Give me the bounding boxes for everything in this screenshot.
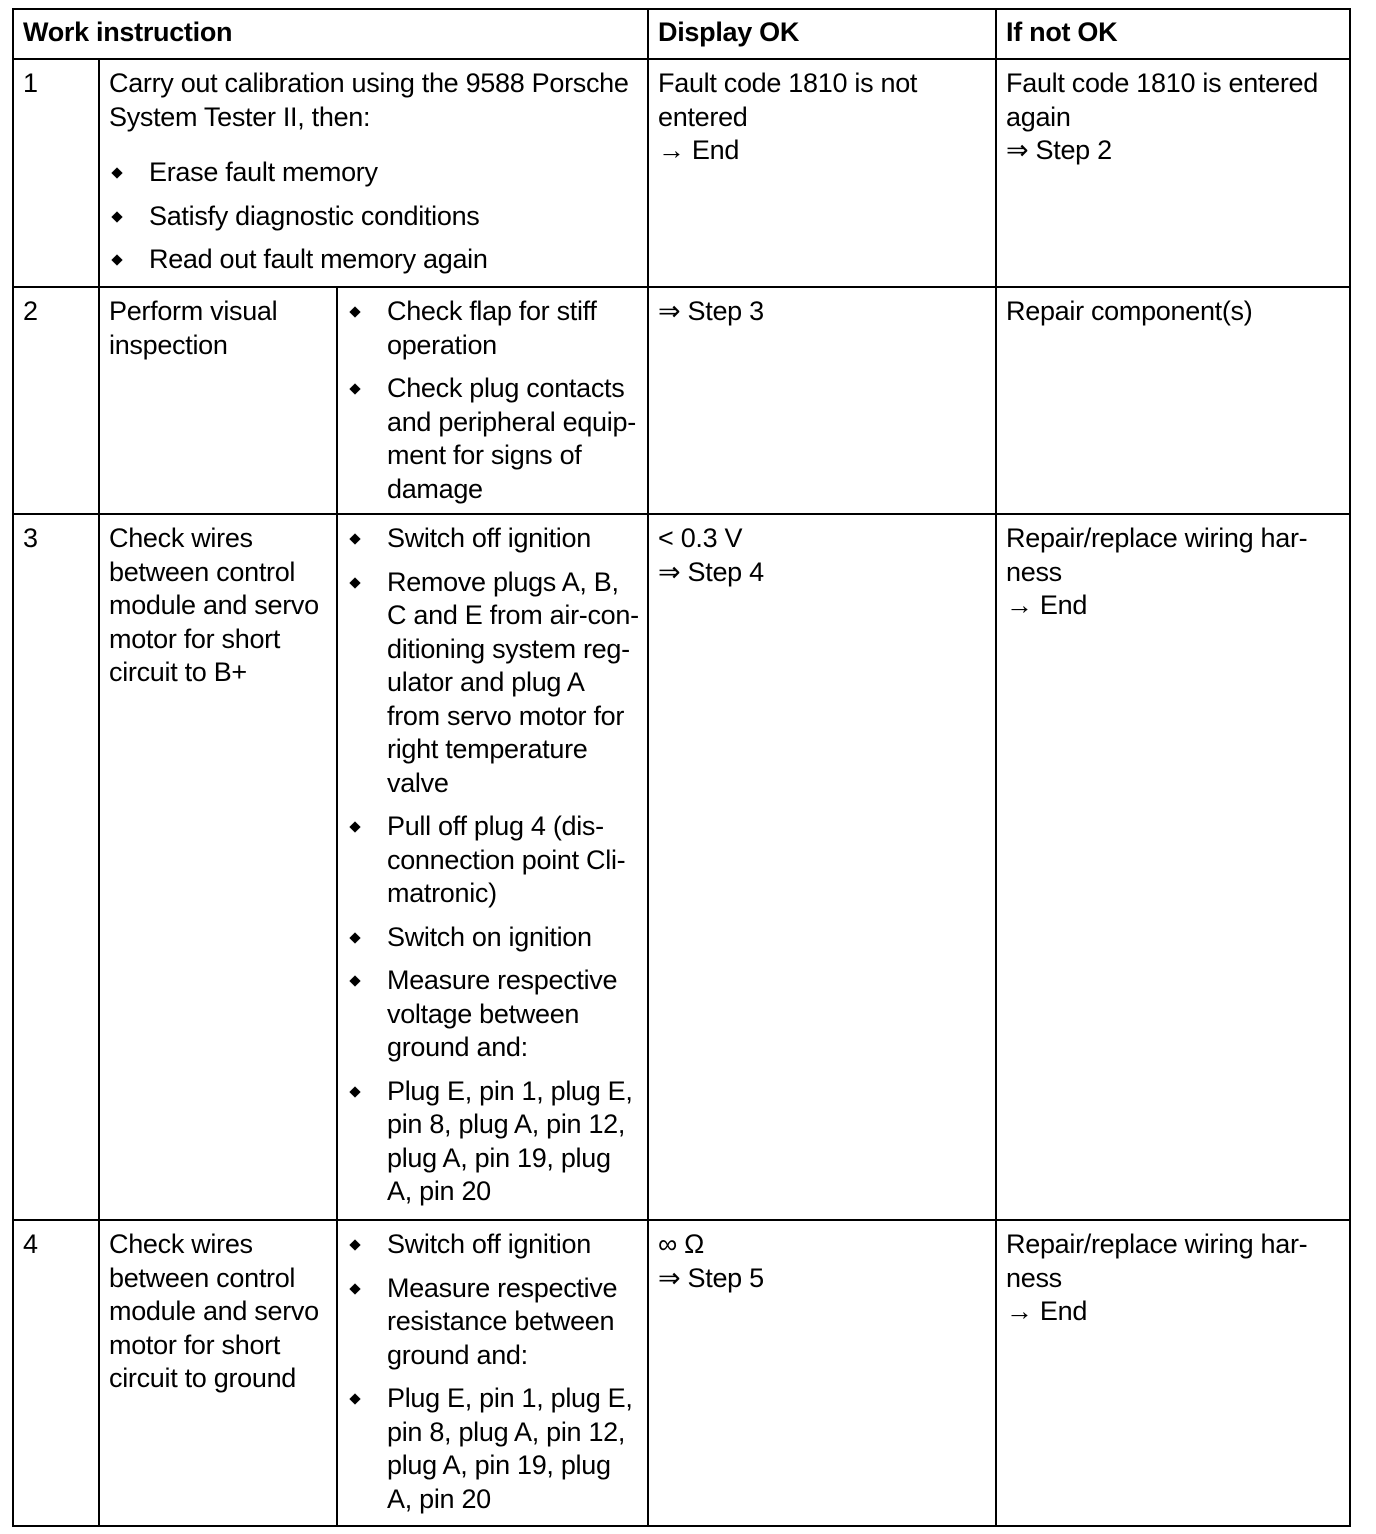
action-list (109, 156, 639, 277)
if-not-ok-cell: Fault code 1810 is entered again ⇒ Step 2 (996, 59, 1350, 287)
bullet-diamond-icon (349, 1393, 360, 1404)
list-item: Plug E, pin 1, plug E, pin 8, plug A, pin 12, plug A, pin 19, plug A, pin 20 (347, 1075, 639, 1209)
action-cell (337, 287, 648, 514)
header-work-instruction: Work instruction (13, 9, 648, 59)
list-item: Pull off plug 4 (dis-connection point Cli-matronic) (347, 810, 639, 911)
list-item: Read out fault memory again (109, 243, 639, 277)
display-ok-cell: ∞ Ω ⇒ Step 5 (648, 1220, 996, 1526)
step-number: 3 (13, 514, 99, 1220)
step-description: Carry out calibration using the 9588 Porsche System Tester II, then: (109, 68, 629, 132)
list-item: Check flap for stiff operation (347, 295, 639, 362)
list-item: Check plug contacts and peripheral equip-ment for signs of damage (347, 372, 639, 506)
action-cell (337, 1220, 648, 1526)
bullet-diamond-icon (349, 383, 360, 394)
bullet-diamond-icon (349, 1283, 360, 1294)
display-ok-cell: < 0.3 V ⇒ Step 4 (648, 514, 996, 1220)
if-not-ok-cell: Repair/replace wiring har-ness → End (996, 514, 1350, 1220)
list-item: Measure respective voltage between ground and: (347, 964, 639, 1065)
list-item: Plug E, pin 1, plug E, pin 8, plug A, pin 12, plug A, pin 19, plug A, pin 20 (347, 1382, 639, 1516)
bullet-diamond-icon (111, 167, 122, 178)
display-ok-cell: Fault code 1810 is not entered → End (648, 59, 996, 287)
step-description: Check wires between control module and servo motor for short circuit to B+ (99, 514, 337, 1220)
list-item: Erase fault memory (109, 156, 639, 190)
list-item: Switch off ignition (347, 522, 639, 556)
action-cell (337, 514, 648, 1220)
table-row (13, 59, 1350, 287)
table-row (13, 1220, 1350, 1526)
bullet-diamond-icon (349, 1239, 360, 1250)
list-item: Switch on ignition (347, 921, 639, 955)
action-list (347, 1228, 639, 1516)
bullet-diamond-icon (349, 932, 360, 943)
display-ok-cell: ⇒ Step 3 (648, 287, 996, 514)
step-number: 4 (13, 1220, 99, 1526)
list-item: Satisfy diagnostic conditions (109, 200, 639, 234)
action-list (347, 522, 639, 1209)
bullet-diamond-icon (349, 975, 360, 986)
action-list (347, 295, 639, 506)
bullet-diamond-icon (349, 1086, 360, 1097)
table-row (13, 514, 1350, 1220)
bullet-diamond-icon (111, 254, 122, 265)
bullet-diamond-icon (111, 211, 122, 222)
step-instruction (99, 59, 648, 287)
if-not-ok-cell: Repair component(s) (996, 287, 1350, 514)
header-row (13, 9, 1350, 59)
table-row (13, 287, 1350, 514)
work-instruction-table (12, 8, 1351, 1527)
header-if-not-ok: If not OK (996, 9, 1350, 59)
list-item: Measure respective resistance between ground and: (347, 1272, 639, 1373)
if-not-ok-cell: Repair/replace wiring har-ness → End (996, 1220, 1350, 1526)
list-item: Remove plugs A, B, C and E from air-con-ditioning system reg-ulator and plug A from servo motor for right temperature valve (347, 566, 639, 801)
header-display-ok: Display OK (648, 9, 996, 59)
bullet-diamond-icon (349, 306, 360, 317)
step-description: Perform visual inspection (99, 287, 337, 514)
step-number: 2 (13, 287, 99, 514)
list-item: Switch off ignition (347, 1228, 639, 1262)
bullet-diamond-icon (349, 821, 360, 832)
step-description: Check wires between control module and servo motor for short circuit to ground (99, 1220, 337, 1526)
bullet-diamond-icon (349, 577, 360, 588)
bullet-diamond-icon (349, 533, 360, 544)
step-number: 1 (13, 59, 99, 287)
